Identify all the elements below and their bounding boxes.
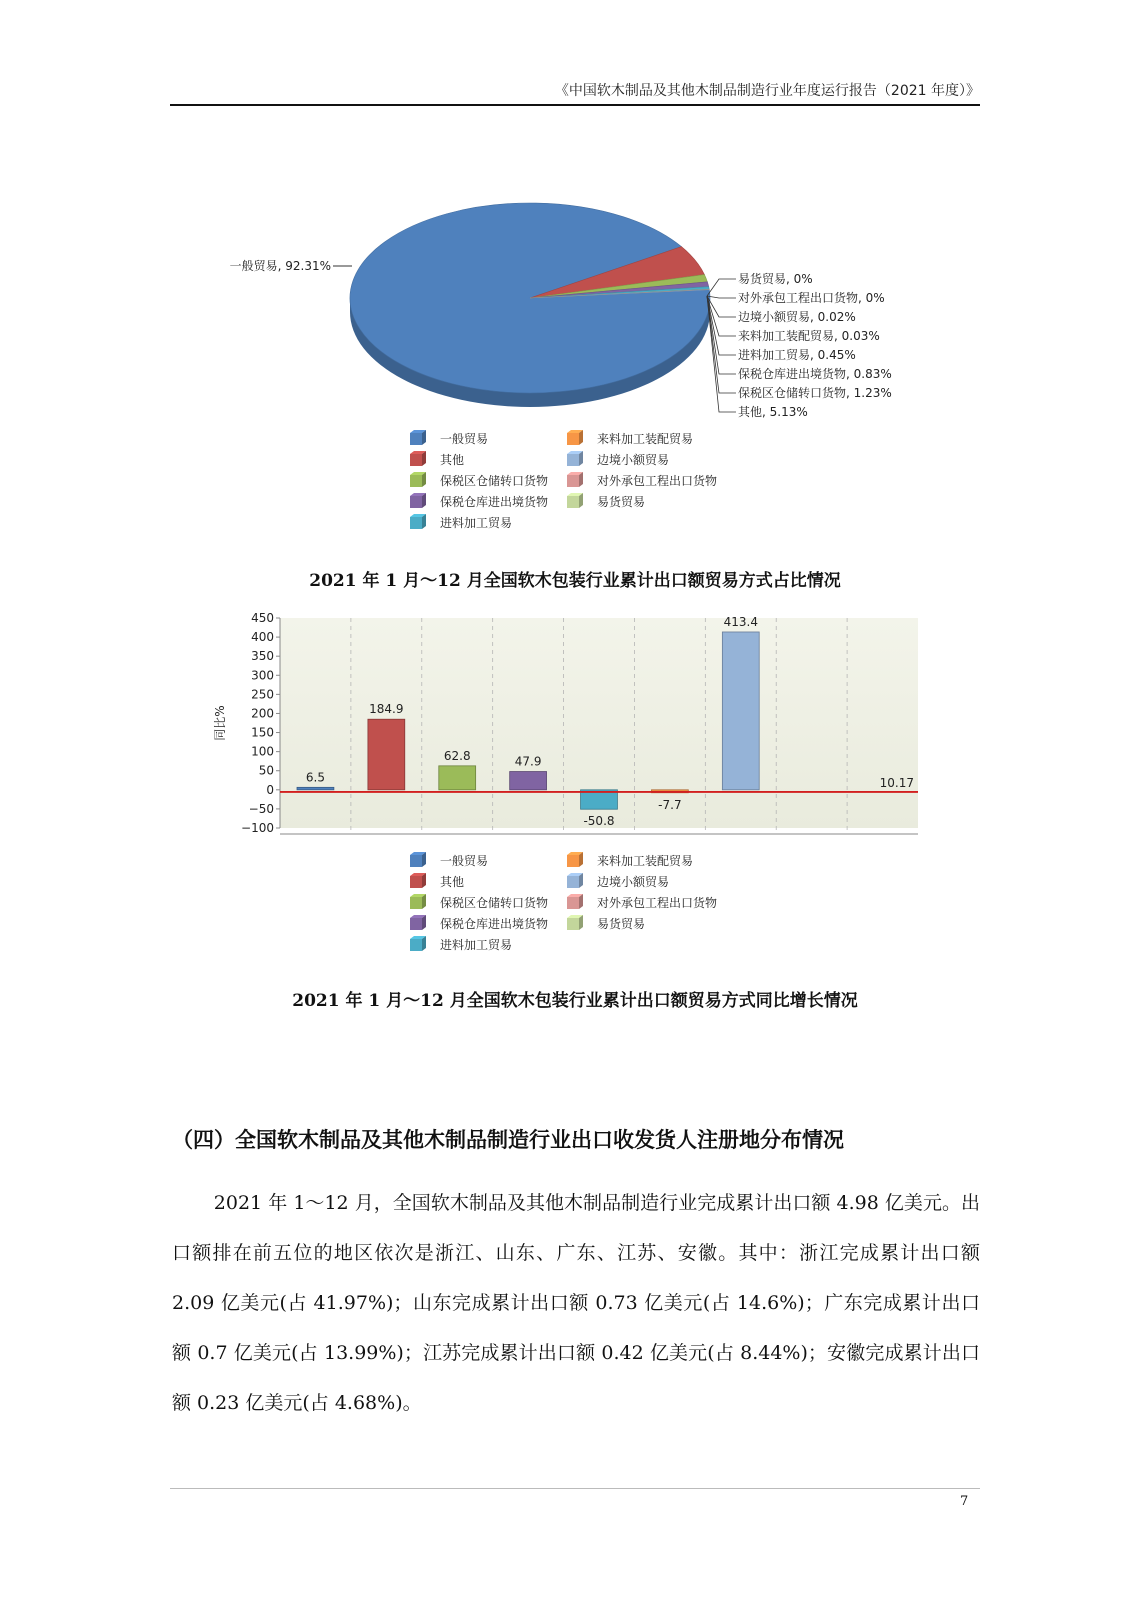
legend-label: 保税区仓储转口货物 <box>440 896 549 910</box>
legend-swatch <box>410 517 422 529</box>
legend-swatch <box>567 897 579 909</box>
pie-leader-line <box>707 296 736 298</box>
pie-leader-line <box>707 279 736 296</box>
legend-label: 保税仓库进出境货物 <box>440 917 549 931</box>
legend-label: 进料加工贸易 <box>440 938 513 952</box>
y-tick-label: 150 <box>251 725 274 740</box>
bar-value-label: 413.4 <box>723 614 758 629</box>
section-heading: （四）全国软木制品及其他木制品制造行业出口收发货人注册地分布情况 <box>172 1127 844 1152</box>
legend-swatch <box>567 454 579 466</box>
legend-swatch <box>410 454 422 466</box>
pie-slice-label: 易货贸易, 0% <box>738 272 813 286</box>
report-header: 《中国软木制品及其他木制品制造行业年度运行报告（2021 年度）》 <box>554 83 980 99</box>
legend-swatch <box>410 918 422 930</box>
page-number: 7 <box>960 1494 969 1509</box>
bar <box>510 772 547 790</box>
legend-label: 边境小额贸易 <box>597 453 670 467</box>
legend-label: 来料加工装配贸易 <box>597 432 694 446</box>
y-tick-label: 350 <box>251 649 274 664</box>
bar <box>297 787 334 789</box>
legend-label: 对外承包工程出口货物 <box>597 896 718 910</box>
bar-value-label: -7.7 <box>658 797 682 812</box>
legend-swatch <box>567 918 579 930</box>
body-paragraph: 2021 年 1～12 月，全国软木制品及其他木制品制造行业完成累计出口额 4.98 亿美元。出口额排在前五位的地区依次是浙江、山东、广东、江苏、安徽。其中：浙江完成累计出口额 2.09 亿美元(占 41.97%)；山东完成累计出口额 0.73 亿美元(占 14.6%)；广东完成累计出口额 0.7 亿美元(占 13.99%)；江苏完成累计出口额 0.42 亿美元(占 8.44%)；安徽完成累计出口额 0.23 亿美元(占 4.68%)。 <box>172 1192 980 1414</box>
pie-slice-label: 一般贸易, 92.31% <box>229 259 331 273</box>
pie-slice-label: 来料加工装配贸易, 0.03% <box>738 329 880 343</box>
legend-label: 来料加工装配贸易 <box>597 854 694 868</box>
legend-swatch <box>567 496 579 508</box>
legend-label: 进料加工贸易 <box>440 516 513 530</box>
bar-legend <box>410 852 717 952</box>
legend-label: 易货贸易 <box>597 917 646 931</box>
bar <box>439 766 476 790</box>
legend-swatch <box>567 475 579 487</box>
bar-value-label: 184.9 <box>369 702 404 717</box>
legend-label: 一般贸易 <box>440 432 489 446</box>
legend-swatch <box>410 876 422 888</box>
bar-value-label: 62.8 <box>443 748 471 763</box>
legend-label: 对外承包工程出口货物 <box>597 474 718 488</box>
pie-chart <box>230 203 892 419</box>
legend-swatch <box>410 939 422 951</box>
y-tick-label: 250 <box>251 687 274 702</box>
legend-label: 易货贸易 <box>597 495 646 509</box>
legend-label: 其他 <box>440 875 465 889</box>
legend-swatch <box>567 855 579 867</box>
legend-swatch <box>410 433 422 445</box>
pie-slice-label: 进料加工贸易, 0.45% <box>738 348 856 362</box>
y-tick-label: 0 <box>266 782 274 797</box>
pie-slice-label: 保税仓库进出境货物, 0.83% <box>738 367 892 381</box>
reference-line-label: 10.17 <box>879 775 914 790</box>
pie-legend <box>410 430 717 530</box>
legend-swatch <box>410 897 422 909</box>
y-tick-label: 100 <box>251 744 274 759</box>
bar-value-label: -50.8 <box>583 814 615 829</box>
legend-label: 一般贸易 <box>440 854 489 868</box>
pie-slice-label: 边境小额贸易, 0.02% <box>738 310 856 324</box>
legend-label: 边境小额贸易 <box>597 875 670 889</box>
bar-value-label: 6.5 <box>305 770 325 785</box>
bar-chart <box>213 611 918 835</box>
legend-swatch <box>410 475 422 487</box>
y-tick-label: 450 <box>251 611 274 625</box>
pie-leader-line <box>707 296 736 412</box>
y-tick-label: −50 <box>248 801 274 816</box>
pie-leader-line <box>707 296 736 317</box>
pie-chart-caption: 2021 年 1 月～12 月全国软木包装行业累计出口额贸易方式占比情况 <box>309 571 841 591</box>
y-tick-label: 300 <box>251 668 274 683</box>
pie-slice-label: 其他, 5.13% <box>738 405 808 419</box>
legend-swatch <box>410 855 422 867</box>
y-axis-label: 同比% <box>213 705 227 741</box>
footer-rule <box>170 1488 980 1489</box>
legend-label: 其他 <box>440 453 465 467</box>
bar <box>368 719 405 790</box>
legend-swatch <box>567 876 579 888</box>
legend-swatch <box>410 496 422 508</box>
legend-label: 保税仓库进出境货物 <box>440 495 549 509</box>
y-tick-label: 400 <box>251 630 274 645</box>
bar-chart-caption: 2021 年 1 月～12 月全国软木包装行业累计出口额贸易方式同比增长情况 <box>292 991 858 1011</box>
y-tick-label: 50 <box>258 763 274 778</box>
legend-label: 保税区仓储转口货物 <box>440 474 549 488</box>
pie-slice-label: 对外承包工程出口货物, 0% <box>738 291 885 305</box>
legend-swatch <box>567 433 579 445</box>
bar <box>722 632 759 790</box>
pie-slice-label: 保税区仓储转口货物, 1.23% <box>738 386 892 400</box>
y-tick-label: −100 <box>241 821 274 835</box>
y-tick-label: 200 <box>251 706 274 721</box>
bar-value-label: 47.9 <box>514 754 542 769</box>
